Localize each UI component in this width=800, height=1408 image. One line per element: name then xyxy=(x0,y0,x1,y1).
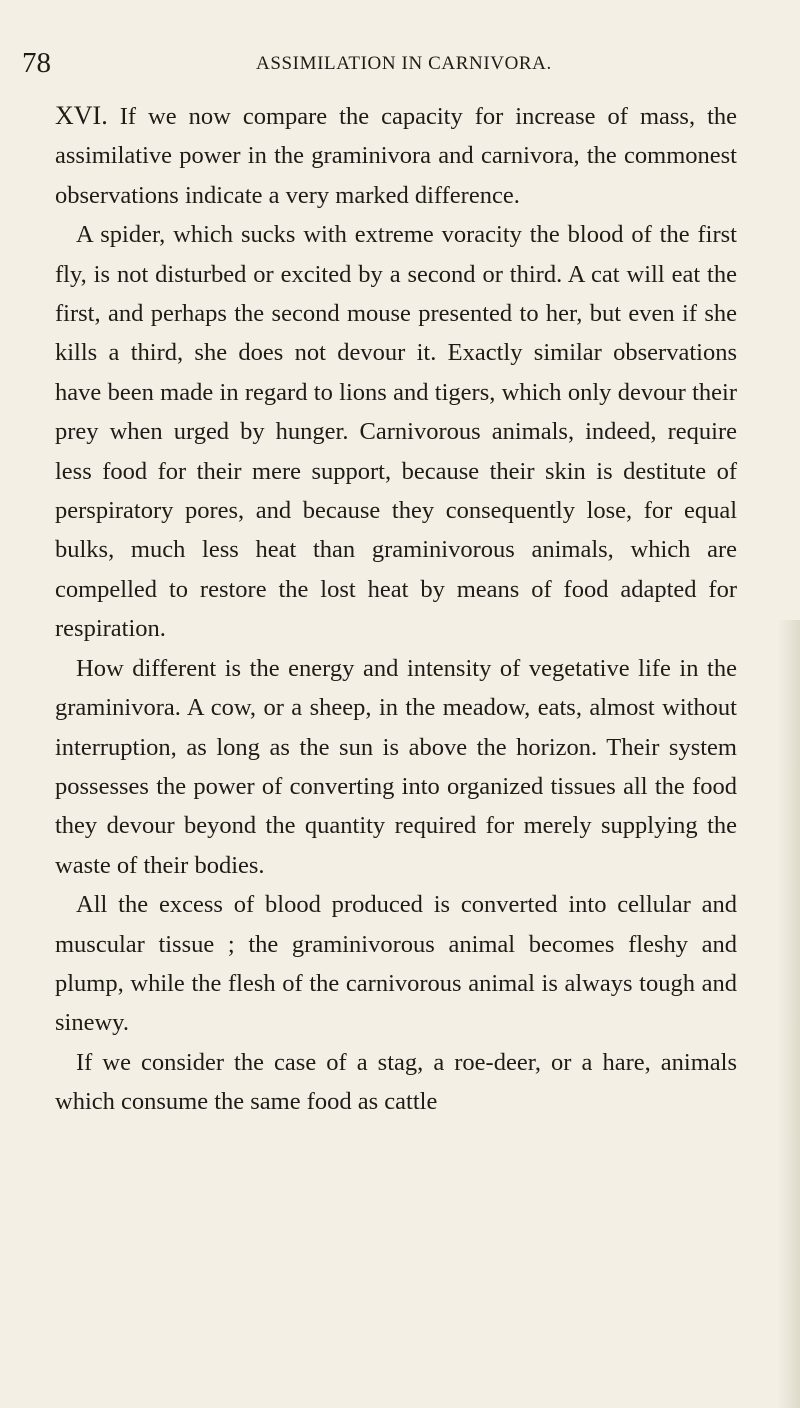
body-text xyxy=(55,96,737,1122)
running-title: ASSIMILATION IN CARNIVORA. xyxy=(256,53,552,74)
paragraph-1 xyxy=(55,96,737,215)
paragraph-3: How different is the energy and intensity of vegetative life in the graminivora. A cow, or a sheep, in the meadow, eats, almost without interruption, as long as the sun is above the horizon. Their system possesses the power of converting into organized tissues all the food they devour beyond the quantity required for merely supplying the waste of their bodies. xyxy=(55,654,737,879)
paragraph-4: All the excess of blood produced is converted into cellular and muscular tissue ; the graminivorous animal becomes fleshy and plump, while the flesh of the carnivorous animal is always tough and sinewy. xyxy=(55,891,737,1037)
page-number: 78 xyxy=(22,47,51,79)
running-header xyxy=(22,47,760,77)
paragraph-1-text: If we now compare the capacity for increase of mass, the assimilative power in the graminivora and carnivora, the commonest observations indicate a very marked difference. xyxy=(55,103,738,209)
paragraph-2: A spider, which sucks with extreme voracity the blood of the first fly, is not disturbed or excited by a second or third. A cat will eat the first, and perhaps the second mouse presented to her, but even if she kills a third, she does not devour it. Exactly similar observations have been made in regard to lions and tigers, which only devour their prey when urged by hunger. Carnivorous animals, indeed, require less food for their mere support, because their skin is destitute of perspiratory pores, and because they consequently lose, for equal bulks, much less heat than graminivorous animals, which are compelled to restore the lost heat by means of food adapted for respiration. xyxy=(55,221,737,643)
section-number: XVI. xyxy=(55,101,108,130)
page-edge-shadow xyxy=(778,620,800,1408)
paragraph-5: If we consider the case of a stag, a roe-deer, or a hare, animals which consume the same food as cattle xyxy=(55,1048,737,1116)
